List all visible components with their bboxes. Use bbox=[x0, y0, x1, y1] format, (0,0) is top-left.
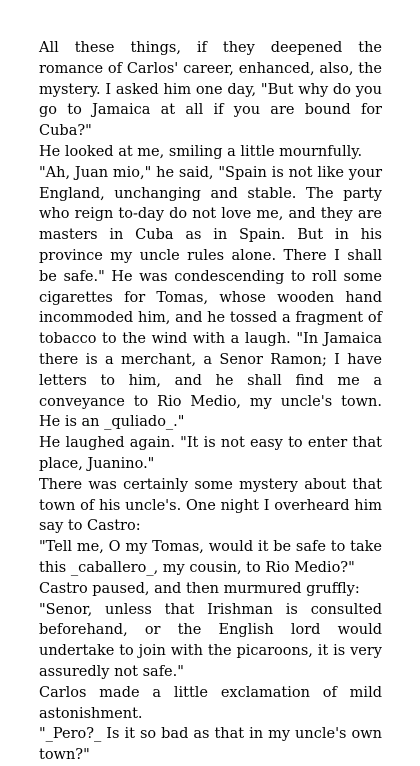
paragraph: "Senor, unless that Irishman is consulted beforehand, or the English lord would undertake to join with the picaroons, it is very assuredly not safe." bbox=[39, 601, 382, 680]
paragraph: "Ah, Juan mio," he said, "Spain is not like your England, unchanging and stable. The party who reign to-day do not love me, and they are masters in Cuba as in Spain. But in his province my uncle rules alone. There I shall be safe." He was condescending to roll some cigarettes for Tomas, whose wooden hand incommoded him, and he tossed a fragment of tobacco to the wind with a laugh. "In Jamaica there is a merchant, a Senor Ramon; I have letters to him, and he shall find me a conveyance to Rio Medio, my uncle's town. He is an _quliado_." bbox=[39, 164, 382, 431]
paragraph: He laughed again. "It is not easy to enter that place, Juanino." bbox=[39, 435, 382, 472]
paragraph: Castro paused, and then murmured gruffly: bbox=[39, 580, 360, 597]
paragraph: "Tell me, O my Tomas, would it be safe to take this _caballero_, my cousin, to Rio Medio?" bbox=[39, 539, 382, 576]
paragraph: "_Pero?_ Is it so bad as that in my uncle's own town?" bbox=[39, 726, 382, 764]
book-page-text bbox=[39, 38, 382, 766]
paragraph: Carlos made a little exclamation of mild astonishment. bbox=[39, 684, 382, 722]
paragraph: All these things, if they deepened the romance of Carlos' career, enhanced, also, the mystery. I asked him one day, "But why do you go to Jamaica at all if you are bound for Cuba?" bbox=[39, 40, 382, 140]
paragraph: He looked at me, smiling a little mournfully. bbox=[39, 143, 363, 160]
paragraph: There was certainly some mystery about that town of his uncle's. One night I overheard him say to Castro: bbox=[39, 476, 382, 535]
